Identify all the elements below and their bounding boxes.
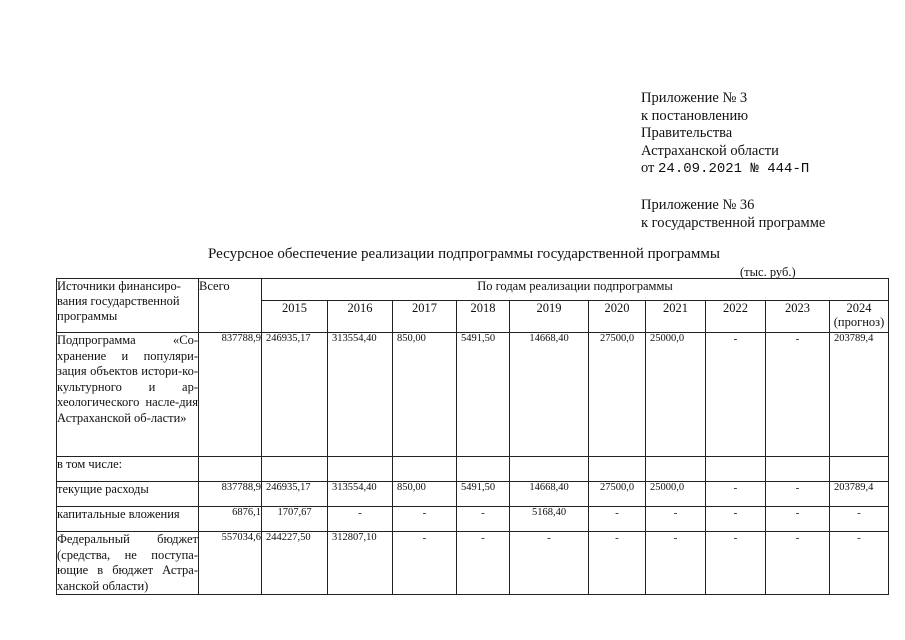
header-source: Источники финансиро-вания государственной программы (57, 279, 199, 333)
row-value: - (589, 532, 646, 595)
row-value: 246935,17 (262, 333, 328, 457)
row-value: - (766, 482, 830, 507)
row-source: текущие расходы (57, 482, 199, 507)
year-header: 2016 (328, 301, 393, 333)
row-value: - (706, 333, 766, 457)
row-value: - (830, 532, 889, 595)
row-value: 5168,40 (510, 507, 589, 532)
units-label: (тыс. руб.) (740, 265, 796, 279)
row-value: 850,00 (393, 482, 457, 507)
row-value (830, 457, 889, 482)
row-value: 5491,50 (457, 482, 510, 507)
table-row-federal-budget (57, 532, 889, 595)
row-source: капитальные вложения (57, 507, 199, 532)
appendix-36-block (641, 197, 825, 232)
appendix-36-line2: к государственной программе (641, 214, 826, 231)
year-header: 2023 (766, 301, 830, 333)
row-value: - (646, 532, 706, 595)
appendix-3-line4: Астраханской области (641, 142, 779, 159)
row-value: 25000,0 (646, 482, 706, 507)
row-total (199, 457, 262, 482)
row-value: 313554,40 (328, 333, 393, 457)
row-value: - (766, 532, 830, 595)
appendix-3-line2: к постановлению (641, 107, 749, 124)
row-value: 244227,50 (262, 532, 328, 595)
row-value: 14668,40 (510, 333, 589, 457)
row-source: Федеральный бюджет (средства, не поступа-ющие в бюджет Астра-ханской области) (57, 532, 198, 593)
row-value: - (393, 532, 457, 595)
row-value: - (457, 507, 510, 532)
year-header: 2021 (646, 301, 706, 333)
row-value (393, 457, 457, 482)
appendix-3-line1: Приложение № 3 (641, 90, 748, 106)
row-value: 246935,17 (262, 482, 328, 507)
table-row-including (57, 457, 889, 482)
row-value: - (457, 532, 510, 595)
resolution-date-number: 24.09.2021 № 444-П (658, 161, 810, 177)
header-by-years: По годам реализации подпрограммы (262, 279, 889, 301)
row-value (706, 457, 766, 482)
forecast-label: (прогноз) (833, 315, 885, 329)
appendix-3-line3: Правительства (641, 125, 733, 141)
row-value: - (328, 507, 393, 532)
row-value (766, 457, 830, 482)
row-value: 203789,4 (830, 482, 889, 507)
appendix-3-line5 (641, 160, 809, 179)
row-value: 27500,0 (589, 333, 646, 457)
table-row-subprogram (57, 333, 889, 457)
year-header: 2017 (393, 301, 457, 333)
row-source: Подпрограмма «Со-хранение и популяри-зация объектов истори-ко-культурного и ар-хеологического насле-дия Астраханской об-ласти» (57, 333, 199, 457)
row-value: 25000,0 (646, 333, 706, 457)
row-value (262, 457, 328, 482)
document-title: Ресурсное обеспечение реализации подпрограммы государственной программы (208, 246, 720, 262)
row-value (457, 457, 510, 482)
row-value: 5491,50 (457, 333, 510, 457)
row-total: 6876,1 (199, 507, 262, 532)
year-header: 2018 (457, 301, 510, 333)
row-value: 1707,67 (262, 507, 328, 532)
row-value: 850,00 (393, 333, 457, 457)
row-value (328, 457, 393, 482)
row-total: 557034,6 (199, 532, 262, 595)
year-header: 2015 (262, 301, 328, 333)
row-value: - (706, 482, 766, 507)
row-value: 27500,0 (589, 482, 646, 507)
year-header: 2019 (510, 301, 589, 333)
row-value: - (830, 507, 889, 532)
row-value: - (589, 507, 646, 532)
header-row (57, 279, 889, 301)
row-value: 313554,40 (328, 482, 393, 507)
appendix-36-line1: Приложение № 36 (641, 197, 755, 213)
year-header: 2022 (706, 301, 766, 333)
table-row-capital-investments (57, 507, 889, 532)
row-value: - (706, 532, 766, 595)
row-value: 203789,4 (830, 333, 889, 457)
row-value: - (766, 333, 830, 457)
row-value (589, 457, 646, 482)
resource-table (56, 278, 889, 595)
year-header: 2020 (589, 301, 646, 333)
row-value: - (766, 507, 830, 532)
row-source: в том числе: (57, 457, 199, 482)
row-value: - (393, 507, 457, 532)
row-value (510, 457, 589, 482)
row-value: - (646, 507, 706, 532)
row-value (646, 457, 706, 482)
row-value: - (706, 507, 766, 532)
header-total: Всего (199, 279, 262, 333)
row-value: 312807,10 (328, 532, 393, 595)
table-row-current-expenses (57, 482, 889, 507)
date-prefix: от (641, 160, 655, 176)
appendix-3-block (641, 90, 809, 179)
row-value: - (510, 532, 589, 595)
row-value: 14668,40 (510, 482, 589, 507)
row-total: 837788,9 (199, 482, 262, 507)
row-total: 837788,9 (199, 333, 262, 457)
year-2024-label: 2024 (846, 301, 872, 315)
year-header-forecast (830, 301, 889, 333)
